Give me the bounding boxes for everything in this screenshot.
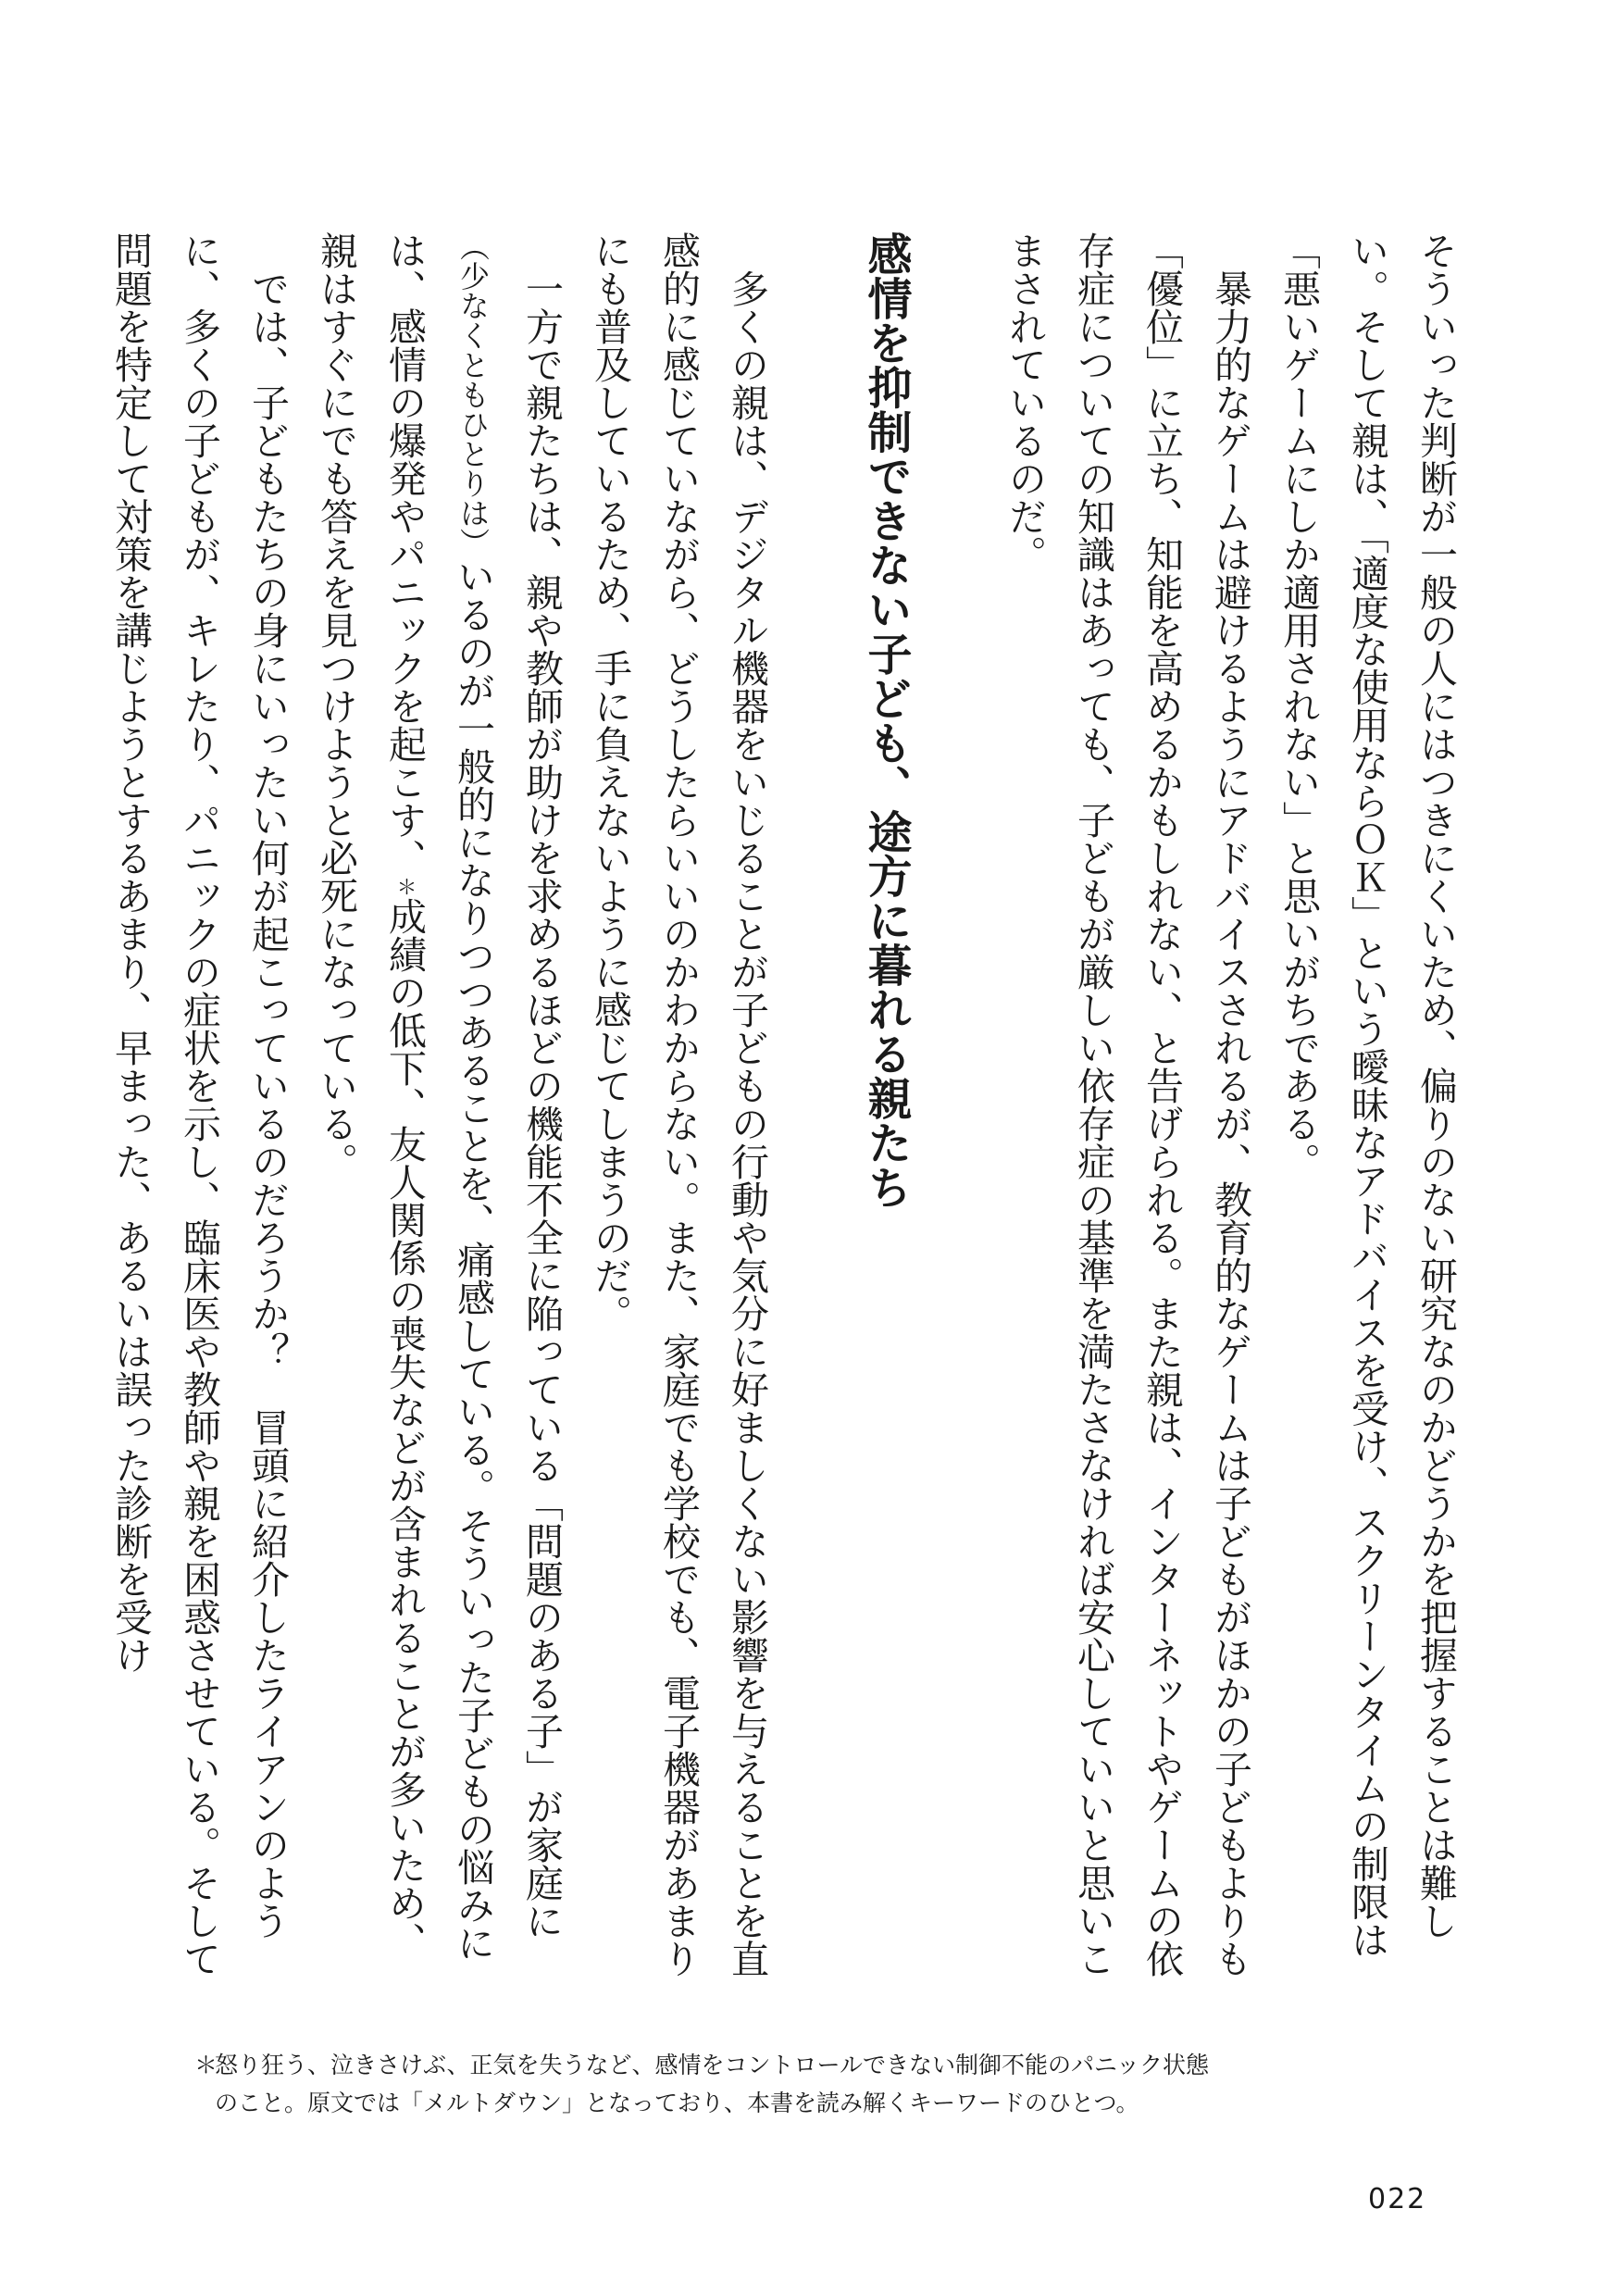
- footnote-reference-mark: ＊: [393, 877, 417, 897]
- paragraph-4-part-b: いるのが一般的になりつつあることを、痛感している。そういった子どもの悩みには、感情の爆発やパニックを起こす、: [382, 231, 495, 1962]
- parenthetical-note: （少なくともひとりは）: [455, 231, 491, 557]
- footnote-mark: ＊: [194, 2052, 218, 2078]
- main-text: [108, 231, 1470, 1990]
- paragraph-5: では、子どもたちの身にいったい何が起こっているのだろうか？ 冒頭に紹介したライアンのように、多くの子どもが、キレたり、パニックの症状を示し、臨床医や教師や親を困惑させている。そして問題を特定して対策を講じようとするあまり、早まった、あるいは誤った診断を受け: [108, 231, 290, 1978]
- paragraph-4-part-a: 一方で親たちは、親や教師が助けを求めるほどの機能不全に陥っている「問題のある子」が家庭に: [519, 269, 564, 1940]
- paragraph-1: そういった判断が一般の人にはつきにくいため、偏りのない研究なのかどうかを把握することは難しい。そして親は、「適度な使用ならＯＫ」という曖昧なアドバイスを受け、スクリーンタイムの制限は「悪いゲームにしか適用されない」と思いがちである。: [1276, 231, 1458, 1959]
- paragraph-4-part-c: 成績の低下、友人関係の喪失などが含まれることが多いため、親はすぐにでも答えを見つけようと必死になっている。: [314, 231, 427, 1960]
- paragraph-4: [302, 231, 576, 1990]
- section-heading: 感情を抑制できない子ども、途方に暮れる親たち: [860, 231, 912, 1209]
- footnote-text: 怒り狂う、泣きさけぶ、正気を失うなど、感情をコントロールできない制御不能のパニック状態のこと。原文では「メルトダウン」となっており、本書を読み解くキーワードのひとつ。: [215, 2052, 1210, 2116]
- paragraph-2: 暴力的なゲームは避けるようにアドバイスされるが、教育的なゲームは子どもがほかの子どもよりも「優位」に立ち、知能を高めるかもしれない、と告げられる。また親は、インターネットやゲームの依存症についての知識はあっても、子どもが厳しい依存症の基準を満たさなければ安心していいと思いこまされているのだ。: [1002, 231, 1252, 1978]
- footnote: [194, 2046, 1231, 2122]
- paragraph-3: 多くの親は、デジタル機器をいじることが子どもの行動や気分に好ましくない影響を与えることを直感的に感じていながら、どうしたらいいのかわからない。また、家庭でも学校でも、電子機器があまりにも普及しているため、手に負えないように感じてしまうのだ。: [588, 231, 769, 1978]
- page-number: 022: [1368, 2183, 1427, 2215]
